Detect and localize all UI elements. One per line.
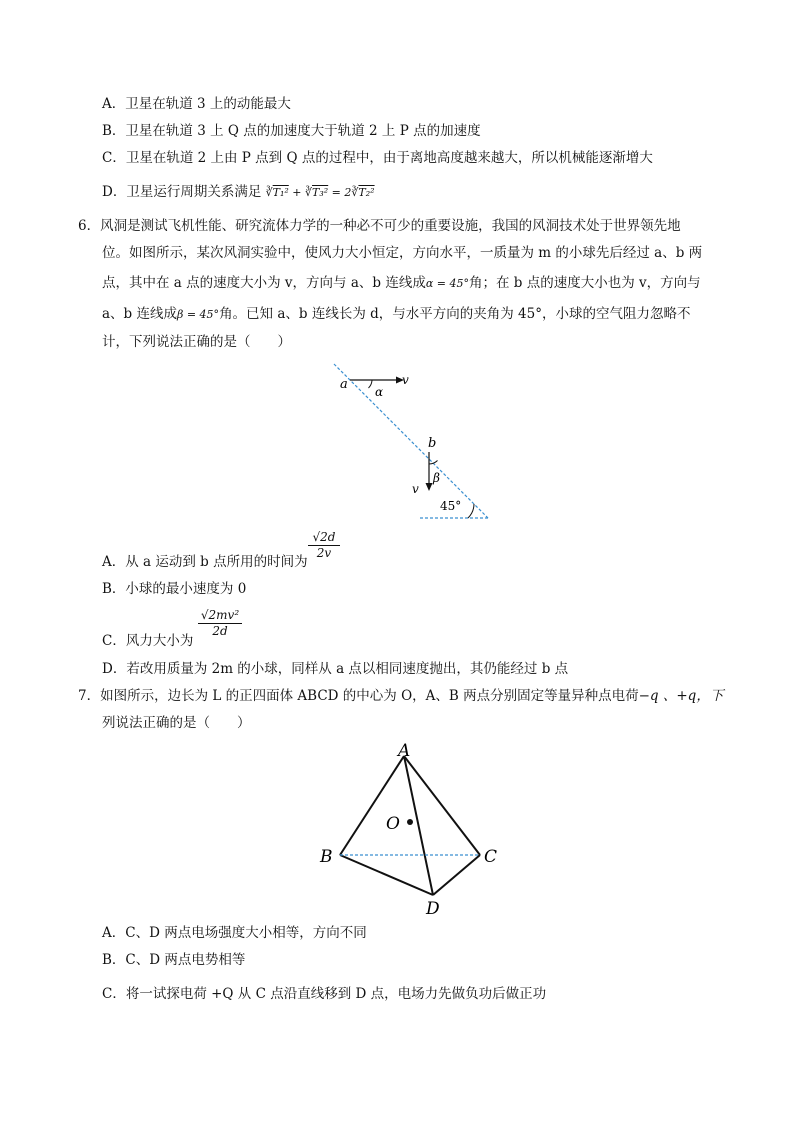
q5-option-d (102, 183, 375, 202)
q6-stem-line5: 计，下列说法正确的是（ ） (102, 334, 291, 350)
q5-option-a: A．卫星在轨道 3 上的动能最大 (102, 96, 291, 112)
velocity-b-arrowhead (426, 483, 433, 491)
q6-option-c-text: C．风力大小为 (102, 633, 194, 649)
edge-cd (433, 855, 480, 895)
q6-option-c-fraction (198, 608, 242, 638)
q6-stem-line3a: 点，其中在 a 点的速度大小为 v，方向与 a、b 连线成 (102, 275, 426, 291)
q7-stem-line2: 列说法正确的是（ ） (102, 715, 251, 731)
ab-connecting-line (334, 364, 488, 518)
vertex-a-label: A (398, 741, 411, 761)
q6-stem-line4b: 角。已知 a、b 连线长为 d，与水平方向的夹角为 45°，小球的空气阻力忽略不 (219, 306, 691, 322)
tetrahedron-figure (316, 738, 506, 918)
fraction-denominator: 2d (212, 624, 228, 638)
q6-option-a-text: A．从 a 运动到 b 点所用的时间为 (102, 554, 308, 570)
vertex-c-label: C (484, 847, 498, 867)
alpha-arc (369, 380, 373, 388)
q6-stem-line4 (102, 305, 691, 324)
q6-option-a (102, 553, 308, 571)
beta-label: β (433, 471, 440, 485)
q6-option-d: D．若改用质量为 2m 的小球，同样从 a 点以相同速度抛出，其仍能经过 b 点 (102, 661, 569, 677)
edge-ab (340, 756, 404, 855)
q6-option-b: B．小球的最小速度为 0 (102, 581, 247, 597)
beta-equation: β = 45° (176, 308, 220, 321)
q6-stem-line3b: 角；在 b 点的速度大小也为 v，方向与 (468, 275, 701, 291)
q6-stem-line4a: a、b 连线成 (102, 306, 177, 322)
velocity-b-label: v (412, 482, 419, 496)
center-point-o (407, 819, 413, 825)
point-a-label: a (340, 377, 348, 392)
center-o-label: O (386, 814, 400, 834)
q6-option-a-fraction (308, 530, 340, 560)
q6-stem-line3 (102, 274, 701, 293)
q6-stem-line2: 位。如图所示，某次风洞实验中，使风力大小恒定，方向水平，一质量为 m 的小球先后经过 a、b 两 (102, 245, 703, 261)
q5-option-c: C．卫星在轨道 2 上由 P 点到 Q 点的过程中，由于离地高度越来越大，所以机械能逐渐增大 (102, 150, 653, 166)
vertex-b-label: B (320, 847, 333, 867)
fraction-numerator: √2d (308, 530, 340, 546)
edge-bd (340, 855, 433, 895)
edge-ac (404, 756, 480, 855)
q5-option-b: B．卫星在轨道 3 上 Q 点的加速度大于轨道 2 上 P 点的加速度 (102, 123, 481, 139)
angle-45-label: 45° (440, 499, 462, 513)
q7-stem-line1 (78, 687, 723, 705)
wind-tunnel-figure (320, 360, 500, 525)
angle-45-arc (468, 504, 474, 518)
alpha-label: α (375, 385, 384, 399)
q7-option-c: C．将一试探电荷 +Q 从 C 点沿直线移到 D 点，电场力先做负功后做正功 (102, 986, 547, 1002)
q6-stem-line1: 6．风洞是测试飞机性能、研究流体力学的一种必不可少的重要设施，我国的风洞技术处于世界领先地 (78, 218, 681, 234)
q7-charges: −q 、+q，下 (638, 688, 724, 704)
q7-stem-line1-text: 7．如图所示，边长为 L 的正四面体 ABCD 的中心为 O，A、B 两点分别固定等量异种点电荷 (78, 688, 639, 704)
point-b-label: b (428, 436, 437, 451)
q7-option-a: A．C、D 两点电场强度大小相等，方向不同 (102, 925, 367, 941)
kepler-formula: ∛T₁² + ∛T₃² = 2∛T₂² (265, 186, 375, 199)
q6-option-c (102, 632, 193, 650)
q7-option-b: B．C、D 两点电势相等 (102, 952, 246, 968)
fraction-numerator: √2mv² (198, 608, 242, 624)
fraction-denominator: 2v (316, 546, 332, 560)
velocity-a-label: v (402, 373, 409, 387)
edge-ad (404, 756, 433, 895)
vertex-d-label: D (426, 899, 440, 918)
alpha-equation: α = 45° (425, 277, 469, 290)
q5-option-d-text: D．卫星运行周期关系满足 (102, 184, 262, 200)
